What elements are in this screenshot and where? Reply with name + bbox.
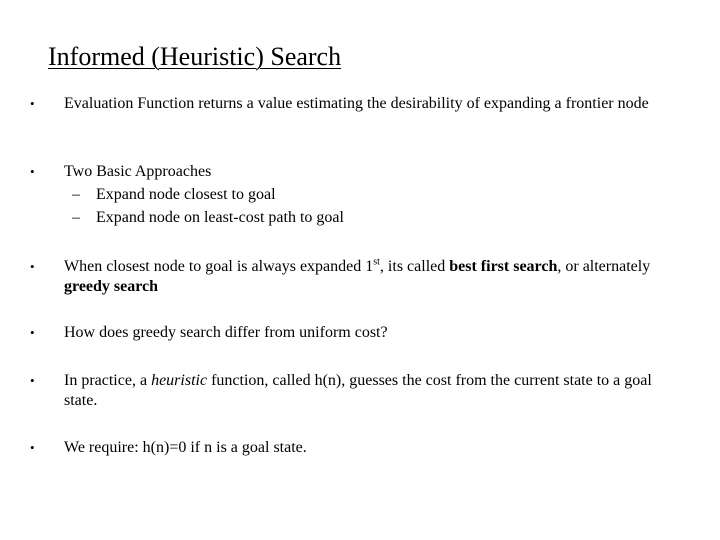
sub-bullet-text: Expand node closest to goal (96, 186, 276, 203)
bullet-dot: • (30, 373, 35, 388)
bullet-item-best-first-search (30, 257, 670, 297)
slide-title: Informed (Heuristic) Search (48, 42, 342, 71)
text-run: In practice, a (64, 372, 152, 389)
bullet-text (64, 371, 664, 411)
bullet-text: Two Basic Approaches (64, 163, 212, 180)
term-best-first-search: best first search (449, 258, 558, 275)
term-greedy-search: greedy search (64, 278, 159, 295)
bullet-dot: • (30, 164, 35, 179)
bullet-text (64, 257, 664, 297)
bullet-item-heuristic-function (30, 371, 670, 411)
bullet-dot: • (30, 325, 35, 340)
sub-bullet-text: Expand node on least-cost path to goal (96, 209, 344, 226)
term-heuristic: heuristic (151, 372, 208, 389)
bullet-text: How does greedy search differ from uniform cost? (64, 324, 388, 341)
bullet-item-evaluation-function (30, 94, 670, 114)
sub-bullet-least-cost-path (64, 208, 670, 228)
bullet-item-requirement (30, 438, 670, 458)
bullet-item-greedy-vs-uniform (30, 323, 670, 343)
bullet-dot: • (30, 259, 35, 274)
text-run: , or alternately (557, 258, 651, 275)
bullet-dot: • (30, 440, 35, 455)
sub-bullet-closest-to-goal (64, 185, 670, 205)
bullet-dot: • (30, 96, 35, 111)
bullet-text: Evaluation Function returns a value estimating the desirability of expanding a frontier node (64, 95, 649, 112)
bullet-item-basic-approaches (30, 162, 670, 228)
text-run: function, called h(n), guesses the cost from the current state to a goal state. (64, 372, 652, 409)
text-run: When closest node to goal is always expanded 1 (64, 258, 374, 275)
sub-bullet-dash: – (72, 209, 80, 226)
superscript: st (373, 256, 380, 268)
sub-bullet-dash: – (72, 186, 80, 203)
text-run: , its called (379, 258, 450, 275)
bullet-text: We require: h(n)=0 if n is a goal state. (64, 439, 307, 456)
